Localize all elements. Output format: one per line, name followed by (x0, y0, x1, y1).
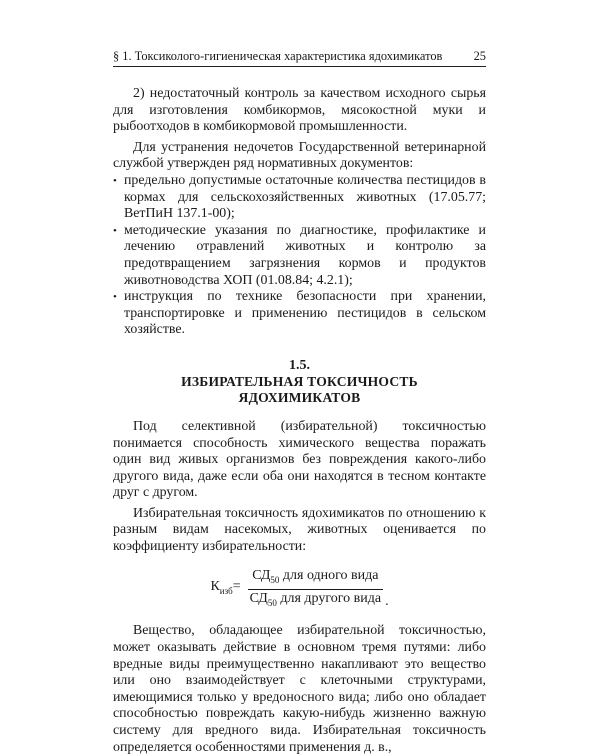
section-paragraph-1: Под селективной (избирательной) токсичностью понимается способность химического вещества поражать один вид живых организмов без повреждения какого-либо другого вида, даже если оба они находятся в тесном контакте друг с другом. (113, 418, 486, 501)
formula-lhs (210, 579, 240, 599)
formula-fraction (246, 568, 385, 612)
formula-equals: = (232, 579, 241, 595)
denominator-subscript: 50 (267, 597, 277, 608)
list-item (113, 173, 486, 223)
list-item-text: предельно допустимые остаточные количества пестицидов в кормах для сельскохозяйственных животных (17.05.77; ВетПиН 137.1-00); (124, 172, 486, 222)
numerator-text: для одного вида (279, 567, 379, 583)
section-title-line-2: ЯДОХИМИКАТОВ (238, 390, 361, 406)
numerator-subscript: 50 (270, 574, 280, 585)
list-item (113, 289, 486, 339)
bullet-icon: • (113, 174, 117, 187)
selectivity-formula (113, 568, 486, 612)
normative-documents-list (113, 173, 486, 339)
formula-subscript: изб (219, 586, 233, 597)
running-title: § 1. Токсиколого-гигиеническая характеристика ядохимикатов (113, 49, 443, 63)
list-item-text: методические указания по диагностике, профилактике и лечению отравлений животных и контролю за предотвращением загрязнения кормов и продуктов животноводства ХОП (01.08.84; 4.2.1); (124, 222, 486, 288)
section-heading (113, 357, 486, 407)
running-head (113, 48, 486, 64)
section-paragraph-2: Избирательная токсичность ядохимикатов по отношению к разным видам насекомых, животных оценивается по коэффициенту избирательности: (113, 505, 486, 555)
list-item (113, 223, 486, 289)
denominator-text: для другого вида (276, 591, 382, 607)
intro-paragraph-2: Для устранения недочетов Государственной ветеринарной службой утвержден ряд нормативных документов: (113, 139, 486, 172)
section-number: 1.5. (289, 357, 310, 373)
section-title-line-1: ИЗБИРАТЕЛЬНАЯ ТОКСИЧНОСТЬ (181, 373, 418, 389)
formula-symbol: К (210, 579, 220, 595)
list-item-text: инструкция по технике безопасности при хранении, транспортировке и применению пестицидов в сельском хозяйстве. (124, 289, 486, 338)
bullet-icon: • (113, 291, 117, 304)
page-number: 25 (473, 49, 486, 63)
numerator-prefix: СД (252, 567, 271, 583)
formula-numerator (248, 568, 382, 590)
bullet-icon: • (113, 224, 117, 237)
formula-terminator: . (385, 593, 389, 609)
section-paragraph-3: Вещество, обладающее избирательной токсичностью, может оказывать действие в основном тремя путями: либо вредные виды преимущественно накапливают это вещество или оно взаимодействует с клеточными структурами, имеющимися только у вредоносного вида; либо оно обладает способностью повреждать какую-нибудь жизненно важную систему для вредного вида. Избирательная токсичность определяется особенностями применения д. в., (113, 623, 486, 755)
header-rule (113, 66, 486, 67)
denominator-prefix: СД (249, 591, 268, 607)
formula-denominator (246, 590, 385, 611)
page-body (113, 86, 486, 756)
intro-paragraph-1: 2) недостаточный контроль за качеством исходного сырья для изготовления комбикормов, мясокостной муки и рыбоотходов в комбикормовой промышленности. (113, 86, 486, 135)
